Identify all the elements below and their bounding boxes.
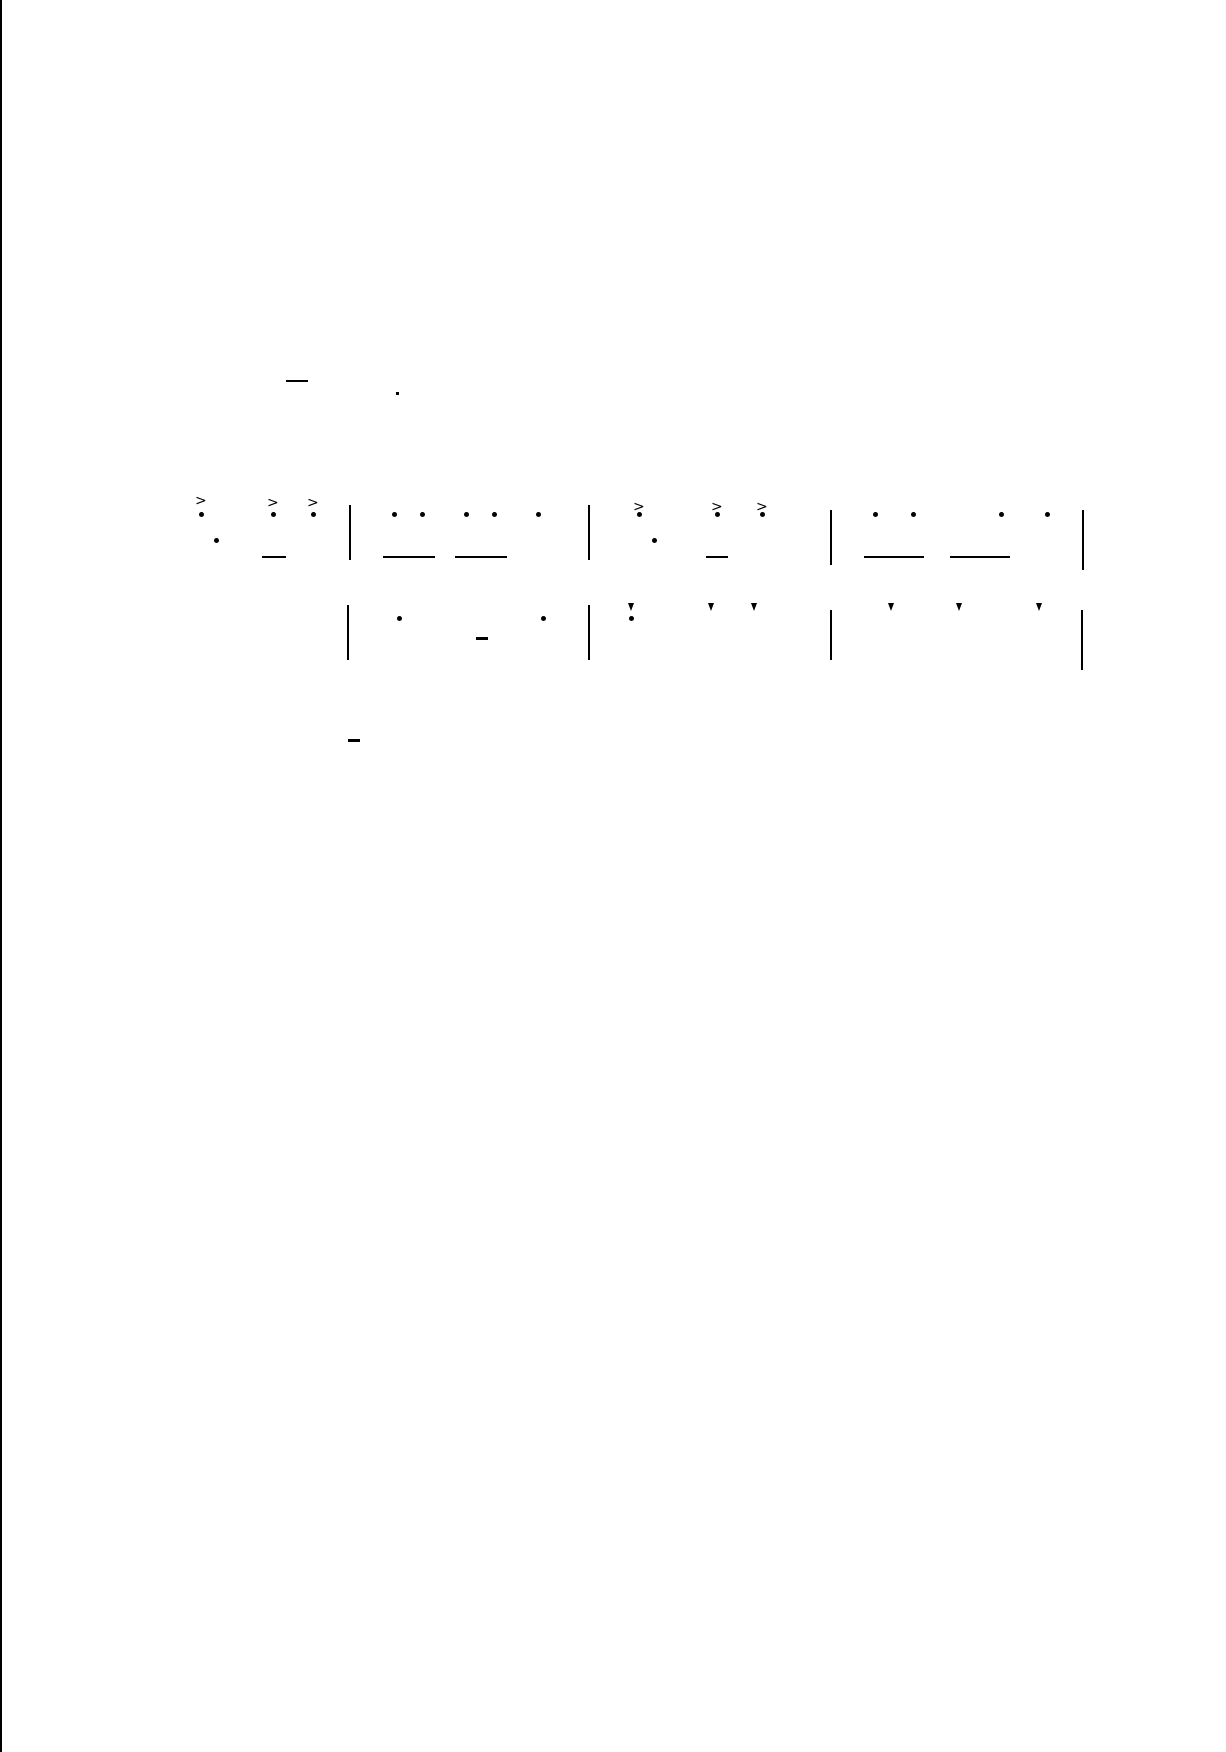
barline [1082, 510, 1084, 570]
octave-dot [464, 512, 469, 517]
barline [349, 505, 351, 560]
eighth-underline [262, 556, 286, 558]
octave-dot [311, 512, 316, 517]
eighth-underline [950, 556, 1010, 558]
barline [588, 605, 590, 660]
barline [830, 510, 832, 565]
accent-mark: > [267, 495, 279, 511]
barline [347, 605, 349, 660]
octave-dot [541, 616, 546, 621]
barline [1081, 610, 1083, 670]
accent-mark: > [307, 495, 319, 511]
octave-dot [629, 616, 634, 621]
octave-dot [271, 512, 276, 517]
print-speck [396, 392, 399, 395]
staccato-mark [628, 603, 634, 611]
staccato-mark [751, 603, 757, 611]
accent-mark: > [195, 493, 207, 509]
staccato-mark [956, 603, 962, 611]
barline [830, 610, 832, 660]
page-edge-line [0, 0, 2, 1752]
octave-dot [536, 512, 541, 517]
staccato-mark [1036, 603, 1042, 611]
octave-dot [999, 512, 1004, 517]
octave-dot [420, 512, 425, 517]
octave-dot [911, 512, 916, 517]
extension-dash [348, 739, 360, 742]
staccato-mark [888, 603, 894, 611]
eighth-underline [383, 556, 435, 558]
octave-dot [873, 512, 878, 517]
eighth-underline [706, 556, 728, 558]
barline [588, 505, 590, 560]
eighth-underline [864, 556, 924, 558]
fraction-bar [286, 380, 308, 382]
accent-mark: > [633, 499, 645, 515]
octave-dot [199, 512, 204, 517]
octave-dot [397, 616, 402, 621]
augmentation-dot [214, 538, 219, 543]
accent-mark: > [756, 499, 768, 515]
octave-dot [392, 512, 397, 517]
octave-dot [1045, 512, 1050, 517]
eighth-underline [455, 556, 507, 558]
accent-mark: > [711, 499, 723, 515]
augmentation-dot [652, 538, 657, 543]
staccato-mark [708, 603, 714, 611]
octave-dot [492, 512, 497, 517]
lyricist-credit [815, 398, 955, 426]
time-signature [286, 378, 308, 384]
extension-dash [476, 637, 488, 640]
